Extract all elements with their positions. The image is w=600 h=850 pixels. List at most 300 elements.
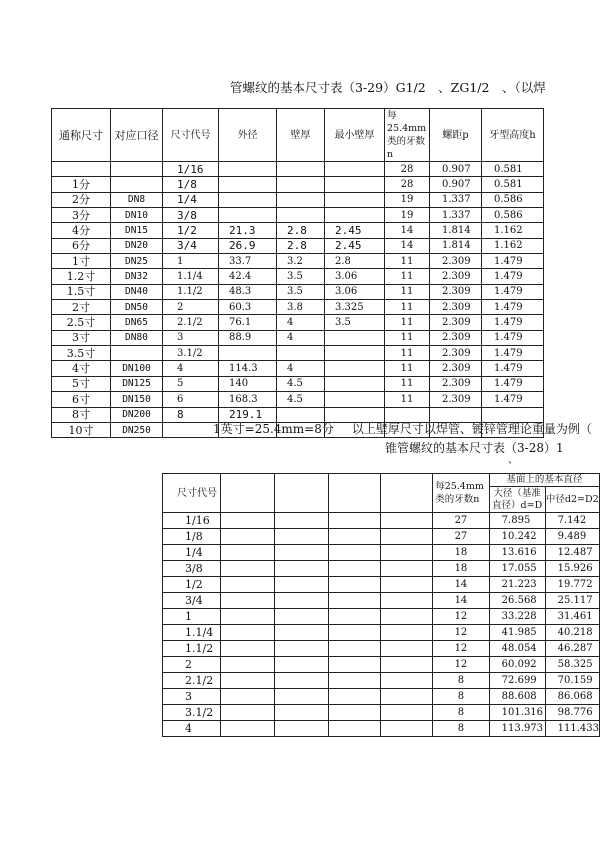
nominal-size-cell: 6寸: [52, 392, 111, 407]
thread-height-cell: 1.479: [482, 376, 544, 391]
table2-header-row-1: [163, 474, 600, 487]
blank-cell: [381, 529, 433, 545]
table-row: [52, 177, 544, 192]
major-diameter-cell: 101.316: [489, 705, 545, 721]
table-row: [163, 689, 600, 705]
size-code-cell: 1/2: [163, 223, 219, 238]
taper-thread-table: [162, 473, 600, 737]
pitch-diameter-cell: 31.461: [545, 609, 599, 625]
size-code-cell: 3/8: [163, 208, 219, 223]
wall-thickness-cell: 3.5: [277, 284, 325, 299]
threads-per-inch-cell: 19: [385, 208, 430, 223]
table-row: [52, 376, 544, 391]
outer-diameter-cell: [219, 208, 277, 223]
table-row: [52, 361, 544, 376]
size-code-cell: 4: [163, 721, 221, 737]
wall-thickness-cell: 3.2: [277, 254, 325, 269]
size-code-cell: 1.1/2: [163, 641, 221, 657]
major-diameter-cell: 26.568: [489, 593, 545, 609]
min-wall-cell: [325, 330, 385, 345]
size-code-cell: 1/2: [163, 577, 221, 593]
pitch-cell: 2.309: [430, 269, 482, 284]
bore-cell: [111, 346, 163, 361]
inch-conversion-note: 1英寸=25.4mm=8分: [213, 422, 334, 436]
blank-cell: [381, 577, 433, 593]
wall-thickness-note: 以上壁厚尺寸以焊管、镀锌管理论重量为例（: [351, 422, 592, 436]
blank-cell: [220, 593, 274, 609]
threads-per-inch-cell: 8: [433, 673, 489, 689]
threads-per-inch-cell: 8: [433, 705, 489, 721]
blank-cell: [274, 545, 328, 561]
threads-per-inch-cell: 14: [433, 593, 489, 609]
header-pitch-diameter: 中径d2=D2: [545, 487, 599, 513]
size-code-cell: 2: [163, 657, 221, 673]
blank-cell: [220, 673, 274, 689]
outer-diameter-cell: 140: [219, 376, 277, 391]
threads-per-inch-cell: 11: [385, 254, 430, 269]
threads-per-inch-cell: 11: [385, 346, 430, 361]
bore-cell: DN80: [111, 330, 163, 345]
blank-cell: [220, 577, 274, 593]
outer-diameter-cell: 33.7: [219, 254, 277, 269]
blank-cell: [328, 673, 380, 689]
table-row: [52, 269, 544, 284]
size-code-cell: 4: [163, 361, 219, 376]
size-code-cell: 1.1/2: [163, 284, 219, 299]
size-code-cell: 1/4: [163, 545, 221, 561]
table-row: [163, 657, 600, 673]
min-wall-cell: 2.45: [325, 223, 385, 238]
major-diameter-cell: 13.616: [489, 545, 545, 561]
nominal-size-cell: 3分: [52, 208, 111, 223]
major-diameter-cell: 17.055: [489, 561, 545, 577]
threads-per-inch-cell: 11: [385, 376, 430, 391]
threads-per-inch-cell: 8: [433, 689, 489, 705]
blank-cell: [328, 705, 380, 721]
blank-cell: [381, 625, 433, 641]
blank-cell: [274, 721, 328, 737]
thread-height-cell: 1.479: [482, 392, 544, 407]
blank-cell: [328, 513, 380, 529]
wall-thickness-cell: [277, 162, 325, 177]
wall-thickness-cell: 4.5: [277, 392, 325, 407]
major-diameter-cell: 21.223: [489, 577, 545, 593]
header-thread-height: 牙型高度h: [482, 109, 544, 162]
size-code-cell: 1/16: [163, 162, 219, 177]
table-row: [163, 529, 600, 545]
threads-per-inch-cell: 28: [385, 162, 430, 177]
pitch-cell: 2.309: [430, 330, 482, 345]
table-row: [163, 721, 600, 737]
wall-thickness-cell: 3.5: [277, 269, 325, 284]
pitch-cell: 1.814: [430, 223, 482, 238]
thread-height-cell: 1.479: [482, 330, 544, 345]
bore-cell: [111, 162, 163, 177]
pitch-cell: 2.309: [430, 284, 482, 299]
blank-cell: [381, 721, 433, 737]
threads-per-inch-cell: 19: [385, 192, 430, 207]
nominal-size-cell: 8寸: [52, 407, 111, 422]
outer-diameter-cell: 76.1: [219, 315, 277, 330]
nominal-size-cell: 2分: [52, 192, 111, 207]
blank-cell: [220, 721, 274, 737]
blank-cell: [381, 609, 433, 625]
wall-thickness-cell: 3.8: [277, 300, 325, 315]
blank-cell: [220, 561, 274, 577]
pitch-diameter-cell: 58.325: [545, 657, 599, 673]
blank-cell: [274, 561, 328, 577]
thread-height-cell: 1.479: [482, 361, 544, 376]
bore-cell: DN8: [111, 192, 163, 207]
min-wall-cell: 3.325: [325, 300, 385, 315]
blank-cell: [274, 625, 328, 641]
outer-diameter-cell: [219, 346, 277, 361]
threads-per-inch-cell: 14: [433, 577, 489, 593]
bore-cell: DN50: [111, 300, 163, 315]
blank-cell: [220, 625, 274, 641]
blank-cell: [274, 705, 328, 721]
blank-cell: [381, 513, 433, 529]
pitch-diameter-cell: 12.487: [545, 545, 599, 561]
threads-per-inch-cell: 11: [385, 361, 430, 376]
blank-cell: [381, 545, 433, 561]
size-code-cell: 1/8: [163, 177, 219, 192]
nominal-size-cell: 1.5寸: [52, 284, 111, 299]
blank-cell: [381, 641, 433, 657]
header-size-code: 尺寸代号: [163, 474, 221, 513]
outer-diameter-cell: 21.3: [219, 223, 277, 238]
min-wall-cell: 2.8: [325, 254, 385, 269]
bore-cell: DN20: [111, 238, 163, 253]
size-code-cell: 2: [163, 300, 219, 315]
pitch-cell: 0.907: [430, 162, 482, 177]
blank-cell: [220, 705, 274, 721]
table-row: [52, 284, 544, 299]
blank-cell: [328, 689, 380, 705]
bore-cell: DN65: [111, 315, 163, 330]
thread-height-cell: 1.479: [482, 315, 544, 330]
size-code-cell: 3/4: [163, 593, 221, 609]
size-code-cell: 1: [163, 254, 219, 269]
header-outer-diameter: 外径: [219, 109, 277, 162]
size-code-cell: 3.1/2: [163, 346, 219, 361]
blank-cell: [274, 513, 328, 529]
header-pitch: 螺距p: [430, 109, 482, 162]
outer-diameter-cell: 168.3: [219, 392, 277, 407]
table-row: [52, 162, 544, 177]
wall-thickness-cell: 4: [277, 361, 325, 376]
table-row: [52, 192, 544, 207]
major-diameter-cell: 60.092: [489, 657, 545, 673]
nominal-size-cell: 5寸: [52, 376, 111, 391]
table-row: [163, 641, 600, 657]
table-row: [52, 238, 544, 253]
table-row: [163, 625, 600, 641]
table-row: [52, 315, 544, 330]
wall-thickness-cell: [277, 208, 325, 223]
table1-title: 管螺纹的基本尺寸表（3-29）G1/2 、ZG1/2 、（以焊: [230, 80, 546, 95]
min-wall-cell: 2.45: [325, 238, 385, 253]
size-code-cell: 3: [163, 689, 221, 705]
nominal-size-cell: 3.5寸: [52, 346, 111, 361]
pitch-diameter-cell: 111.433: [545, 721, 599, 737]
pitch-diameter-cell: 86.068: [545, 689, 599, 705]
threads-per-inch-cell: 12: [433, 657, 489, 673]
pitch-cell: 2.309: [430, 361, 482, 376]
nominal-size-cell: 1寸: [52, 254, 111, 269]
header-min-wall: 最小壁厚: [325, 109, 385, 162]
nominal-size-cell: 1分: [52, 177, 111, 192]
blank-cell: [328, 721, 380, 737]
wall-thickness-cell: 4.5: [277, 376, 325, 391]
min-wall-cell: [325, 392, 385, 407]
threads-per-inch-cell: 12: [433, 625, 489, 641]
threads-per-inch-cell: 8: [433, 721, 489, 737]
pitch-cell: 2.309: [430, 392, 482, 407]
header-threads-per-inch: 每25.4mm类的牙数n: [433, 474, 489, 513]
bore-cell: DN40: [111, 284, 163, 299]
blank-cell: [328, 529, 380, 545]
blank-cell: [274, 641, 328, 657]
pitch-diameter-cell: 15.926: [545, 561, 599, 577]
bore-cell: DN125: [111, 376, 163, 391]
major-diameter-cell: 72.699: [489, 673, 545, 689]
wall-thickness-cell: [277, 346, 325, 361]
blank-cell: [274, 673, 328, 689]
size-code-cell: 1: [163, 609, 221, 625]
pitch-cell: 2.309: [430, 315, 482, 330]
table-row: [163, 561, 600, 577]
pitch-cell: 2.309: [430, 346, 482, 361]
blank-cell: [381, 705, 433, 721]
bore-cell: DN150: [111, 392, 163, 407]
min-wall-cell: [325, 208, 385, 223]
table-row: [52, 392, 544, 407]
blank-cell: [220, 609, 274, 625]
blank-cell: [328, 474, 380, 513]
major-diameter-cell: 10.242: [489, 529, 545, 545]
threads-per-inch-cell: 14: [385, 223, 430, 238]
threads-per-inch-cell: 11: [385, 392, 430, 407]
nominal-size-cell: [52, 162, 111, 177]
threads-per-inch-cell: 18: [433, 545, 489, 561]
outer-diameter-cell: 114.3: [219, 361, 277, 376]
blank-cell: [220, 641, 274, 657]
pitch-diameter-cell: 46.287: [545, 641, 599, 657]
thread-height-cell: 0.586: [482, 192, 544, 207]
pipe-thread-table: [51, 108, 544, 438]
min-wall-cell: [325, 346, 385, 361]
thread-height-cell: 1.479: [482, 300, 544, 315]
thread-height-cell: 1.479: [482, 254, 544, 269]
bore-cell: [111, 177, 163, 192]
nominal-size-cell: 4寸: [52, 361, 111, 376]
threads-per-inch-cell: 11: [385, 269, 430, 284]
pitch-cell: 1.337: [430, 192, 482, 207]
nominal-size-cell: 3寸: [52, 330, 111, 345]
bore-cell: DN200: [111, 407, 163, 422]
blank-cell: [381, 474, 433, 513]
threads-per-inch-cell: 11: [385, 315, 430, 330]
header-nominal-size: 通称尺寸: [52, 109, 111, 162]
pitch-diameter-cell: 98.776: [545, 705, 599, 721]
size-code-cell: 1.1/4: [163, 625, 221, 641]
wall-thickness-cell: 2.8: [277, 223, 325, 238]
bore-cell: DN250: [111, 422, 163, 437]
header-wall-thickness: 壁厚: [277, 109, 325, 162]
size-code-cell: 1.1/4: [163, 269, 219, 284]
bore-cell: DN15: [111, 223, 163, 238]
nominal-size-cell: 1.2寸: [52, 269, 111, 284]
thread-height-cell: 0.581: [482, 162, 544, 177]
thread-height-cell: 1.479: [482, 284, 544, 299]
table-row: [163, 609, 600, 625]
pitch-diameter-cell: 70.159: [545, 673, 599, 689]
blank-cell: [220, 689, 274, 705]
size-code-cell: 1/8: [163, 529, 221, 545]
unit-note: [213, 420, 592, 437]
table-row: [52, 346, 544, 361]
size-code-cell: [163, 422, 219, 437]
size-code-cell: 3/4: [163, 238, 219, 253]
threads-per-inch-cell: 27: [433, 513, 489, 529]
major-diameter-cell: 41.985: [489, 625, 545, 641]
threads-per-inch-cell: 18: [433, 561, 489, 577]
thread-height-cell: 0.581: [482, 177, 544, 192]
blank-cell: [274, 593, 328, 609]
threads-per-inch-cell: 12: [433, 641, 489, 657]
blank-cell: [328, 641, 380, 657]
table-row: [163, 577, 600, 593]
size-code-cell: 6: [163, 392, 219, 407]
size-code-cell: 3: [163, 330, 219, 345]
table1-header-row: [52, 109, 544, 162]
table-row: [163, 593, 600, 609]
wall-thickness-cell: 4: [277, 330, 325, 345]
min-wall-cell: [325, 361, 385, 376]
header-bore: 对应口径: [111, 109, 163, 162]
nominal-size-cell: 10寸: [52, 422, 111, 437]
threads-per-inch-cell: 11: [385, 300, 430, 315]
blank-cell: [328, 609, 380, 625]
thread-height-cell: 1.162: [482, 238, 544, 253]
pitch-diameter-cell: 40.218: [545, 625, 599, 641]
min-wall-cell: 3.06: [325, 269, 385, 284]
major-diameter-cell: 48.054: [489, 641, 545, 657]
pitch-cell: 2.309: [430, 300, 482, 315]
outer-diameter-cell: 60.3: [219, 300, 277, 315]
blank-cell: [381, 593, 433, 609]
blank-cell: [381, 673, 433, 689]
size-code-cell: 2.1/2: [163, 315, 219, 330]
major-diameter-cell: 33.228: [489, 609, 545, 625]
table-row: [52, 300, 544, 315]
table-row: [163, 673, 600, 689]
min-wall-cell: 3.06: [325, 284, 385, 299]
min-wall-cell: [325, 192, 385, 207]
blank-cell: [220, 513, 274, 529]
header-basic-diameter: 基面上的基本直径: [489, 474, 599, 487]
thread-height-cell: 0.586: [482, 208, 544, 223]
threads-per-inch-cell: 11: [385, 330, 430, 345]
blank-cell: [328, 545, 380, 561]
wall-thickness-cell: [277, 177, 325, 192]
blank-cell: [381, 689, 433, 705]
thread-height-cell: 1.479: [482, 269, 544, 284]
table-row: [52, 223, 544, 238]
blank-cell: [274, 474, 328, 513]
pitch-cell: 1.337: [430, 208, 482, 223]
outer-diameter-cell: 42.4: [219, 269, 277, 284]
nominal-size-cell: 4分: [52, 223, 111, 238]
blank-cell: [328, 561, 380, 577]
blank-cell: [274, 609, 328, 625]
size-code-cell: 8: [163, 407, 219, 422]
table-row: [52, 254, 544, 269]
wall-thickness-cell: [277, 192, 325, 207]
table-row: [163, 705, 600, 721]
blank-cell: [274, 529, 328, 545]
outer-diameter-cell: [219, 177, 277, 192]
nominal-size-cell: 2.5寸: [52, 315, 111, 330]
bore-cell: DN100: [111, 361, 163, 376]
blank-cell: [220, 474, 274, 513]
header-major-diameter: 大径（基准直径）d=D: [489, 487, 545, 513]
threads-per-inch-cell: 14: [385, 238, 430, 253]
min-wall-cell: [325, 162, 385, 177]
blank-cell: [220, 657, 274, 673]
pitch-diameter-cell: 7.142: [545, 513, 599, 529]
bore-cell: DN25: [111, 254, 163, 269]
blank-cell: [328, 625, 380, 641]
size-code-cell: 3.1/2: [163, 705, 221, 721]
major-diameter-cell: 88.608: [489, 689, 545, 705]
outer-diameter-cell: 26.9: [219, 238, 277, 253]
min-wall-cell: [325, 376, 385, 391]
size-code-cell: 5: [163, 376, 219, 391]
pitch-cell: 0.907: [430, 177, 482, 192]
blank-cell: [274, 689, 328, 705]
major-diameter-cell: 113.973: [489, 721, 545, 737]
blank-cell: [328, 657, 380, 673]
header-threads-per-inch: 每25.4mm类的牙数n: [385, 109, 430, 162]
thread-height-cell: 1.162: [482, 223, 544, 238]
wall-thickness-cell: 4: [277, 315, 325, 330]
blank-cell: [328, 577, 380, 593]
blank-cell: [328, 593, 380, 609]
threads-per-inch-cell: 27: [433, 529, 489, 545]
size-code-cell: 3/8: [163, 561, 221, 577]
outer-diameter-cell: 88.9: [219, 330, 277, 345]
nominal-size-cell: 2寸: [52, 300, 111, 315]
threads-per-inch-cell: 12: [433, 609, 489, 625]
blank-cell: [381, 561, 433, 577]
pitch-cell: 2.309: [430, 254, 482, 269]
blank-cell: [220, 529, 274, 545]
size-code-cell: 1/4: [163, 192, 219, 207]
outer-diameter-cell: [219, 162, 277, 177]
pitch-diameter-cell: 19.772: [545, 577, 599, 593]
pitch-diameter-cell: 25.117: [545, 593, 599, 609]
table-row: [52, 208, 544, 223]
nominal-size-cell: 6分: [52, 238, 111, 253]
header-size-code: 尺寸代号: [163, 109, 219, 162]
pitch-diameter-cell: 9.489: [545, 529, 599, 545]
thread-height-cell: 1.479: [482, 346, 544, 361]
wall-thickness-cell: 2.8: [277, 238, 325, 253]
outer-diameter-cell: 48.3: [219, 284, 277, 299]
pitch-cell: 2.309: [430, 376, 482, 391]
